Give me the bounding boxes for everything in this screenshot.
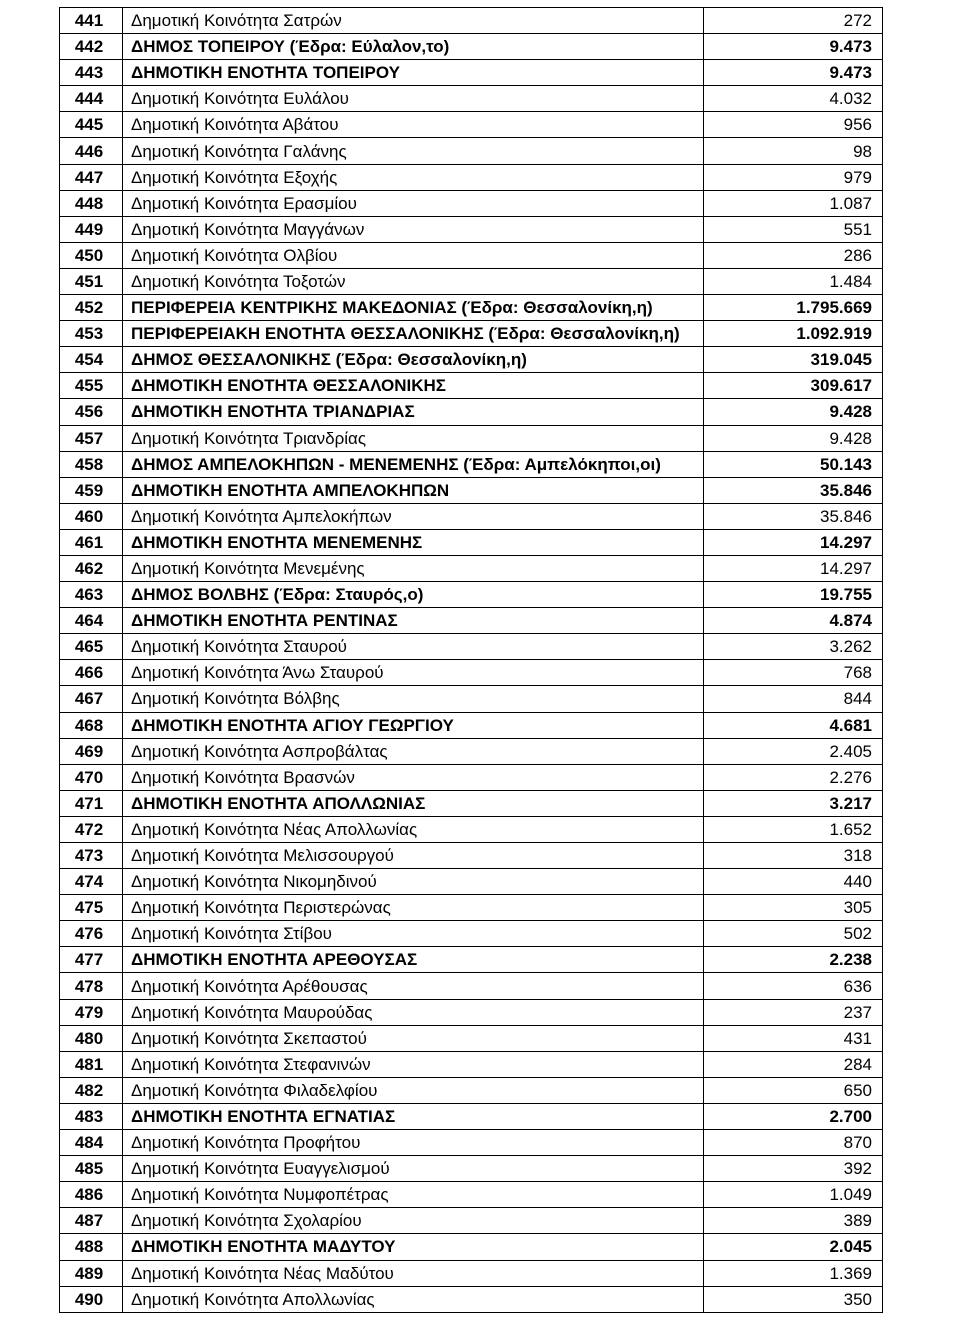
row-number: 475 xyxy=(60,895,123,921)
population-value: 3.262 xyxy=(704,634,883,660)
population-value: 870 xyxy=(704,1130,883,1156)
row-number: 461 xyxy=(60,529,123,555)
community-name: Δημοτική Κοινότητα Τοξοτών xyxy=(123,268,704,294)
population-value: 309.617 xyxy=(704,373,883,399)
community-name: Δημοτική Κοινότητα Τριανδρίας xyxy=(123,425,704,451)
community-name: ΔΗΜΟΤΙΚΗ ΕΝΟΤΗΤΑ ΤΡΙΑΝΔΡΙΑΣ xyxy=(123,399,704,425)
table-row xyxy=(60,764,883,790)
table-row xyxy=(60,138,883,164)
row-number: 460 xyxy=(60,503,123,529)
population-value: 1.049 xyxy=(704,1182,883,1208)
population-value: 1.484 xyxy=(704,268,883,294)
row-number: 480 xyxy=(60,1025,123,1051)
community-name: ΔΗΜΟΤΙΚΗ ΕΝΟΤΗΤΑ ΜΑΔΥΤΟΥ xyxy=(123,1234,704,1260)
population-value: 2.700 xyxy=(704,1103,883,1129)
population-value: 350 xyxy=(704,1286,883,1312)
row-number: 444 xyxy=(60,86,123,112)
row-number: 486 xyxy=(60,1182,123,1208)
row-number: 451 xyxy=(60,268,123,294)
row-number: 456 xyxy=(60,399,123,425)
table-row xyxy=(60,242,883,268)
row-number: 455 xyxy=(60,373,123,399)
population-value: 98 xyxy=(704,138,883,164)
community-name: Δημοτική Κοινότητα Άνω Σταυρού xyxy=(123,660,704,686)
row-number: 454 xyxy=(60,347,123,373)
population-value: 305 xyxy=(704,895,883,921)
community-name: Δημοτική Κοινότητα Σταυρού xyxy=(123,634,704,660)
community-name: Δημοτική Κοινότητα Νέας Μαδύτου xyxy=(123,1260,704,1286)
row-number: 464 xyxy=(60,608,123,634)
row-number: 485 xyxy=(60,1156,123,1182)
population-value: 272 xyxy=(704,8,883,34)
row-number: 442 xyxy=(60,34,123,60)
table-row xyxy=(60,582,883,608)
community-name: Δημοτική Κοινότητα Αρέθουσας xyxy=(123,973,704,999)
table-row xyxy=(60,947,883,973)
table-row xyxy=(60,399,883,425)
row-number: 488 xyxy=(60,1234,123,1260)
row-number: 462 xyxy=(60,555,123,581)
row-number: 474 xyxy=(60,869,123,895)
community-name: ΔΗΜΟΤΙΚΗ ΕΝΟΤΗΤΑ ΕΓΝΑΤΙΑΣ xyxy=(123,1103,704,1129)
row-number: 487 xyxy=(60,1208,123,1234)
row-number: 445 xyxy=(60,112,123,138)
row-number: 479 xyxy=(60,999,123,1025)
row-number: 484 xyxy=(60,1130,123,1156)
community-name: Δημοτική Κοινότητα Νικομηδινού xyxy=(123,869,704,895)
community-name: ΔΗΜΟΤΙΚΗ ΕΝΟΤΗΤΑ ΡΕΝΤΙΝΑΣ xyxy=(123,608,704,634)
community-name: Δημοτική Κοινότητα Σκεπαστού xyxy=(123,1025,704,1051)
population-value: 286 xyxy=(704,242,883,268)
table-row xyxy=(60,321,883,347)
table-row xyxy=(60,634,883,660)
row-number: 478 xyxy=(60,973,123,999)
row-number: 443 xyxy=(60,60,123,86)
row-number: 476 xyxy=(60,921,123,947)
population-value: 979 xyxy=(704,164,883,190)
population-value: 389 xyxy=(704,1208,883,1234)
population-value: 440 xyxy=(704,869,883,895)
table-row xyxy=(60,712,883,738)
table-row xyxy=(60,190,883,216)
population-value: 4.032 xyxy=(704,86,883,112)
row-number: 472 xyxy=(60,816,123,842)
row-number: 449 xyxy=(60,216,123,242)
table-row xyxy=(60,373,883,399)
population-value: 2.045 xyxy=(704,1234,883,1260)
population-value: 2.405 xyxy=(704,738,883,764)
community-name: Δημοτική Κοινότητα Ερασμίου xyxy=(123,190,704,216)
table-row xyxy=(60,973,883,999)
population-table xyxy=(59,7,883,1313)
population-value: 3.217 xyxy=(704,790,883,816)
community-name: Δημοτική Κοινότητα Ευαγγελισμού xyxy=(123,1156,704,1182)
table-row xyxy=(60,790,883,816)
table-row xyxy=(60,164,883,190)
population-value: 551 xyxy=(704,216,883,242)
community-name: Δημοτική Κοινότητα Εξοχής xyxy=(123,164,704,190)
community-name: ΔΗΜΟΤΙΚΗ ΕΝΟΤΗΤΑ ΑΓΙΟΥ ΓΕΩΡΓΙΟΥ xyxy=(123,712,704,738)
table-row xyxy=(60,1103,883,1129)
community-name: ΔΗΜΟΤΙΚΗ ΕΝΟΤΗΤΑ ΑΜΠΕΛΟΚΗΠΩΝ xyxy=(123,477,704,503)
table-row xyxy=(60,216,883,242)
table-row xyxy=(60,268,883,294)
population-value: 956 xyxy=(704,112,883,138)
table-row xyxy=(60,1234,883,1260)
community-name: ΔΗΜΟΤΙΚΗ ΕΝΟΤΗΤΑ ΘΕΣΣΑΛΟΝΙΚΗΣ xyxy=(123,373,704,399)
row-number: 490 xyxy=(60,1286,123,1312)
row-number: 453 xyxy=(60,321,123,347)
population-value: 502 xyxy=(704,921,883,947)
community-name: Δημοτική Κοινότητα Ασπροβάλτας xyxy=(123,738,704,764)
community-name: ΔΗΜΟΤΙΚΗ ΕΝΟΤΗΤΑ ΜΕΝΕΜΕΝΗΣ xyxy=(123,529,704,555)
table-row xyxy=(60,1077,883,1103)
table-row xyxy=(60,1260,883,1286)
community-name: ΔΗΜΟΣ ΘΕΣΣΑΛΟΝΙΚΗΣ (Έδρα: Θεσσαλονίκη,η) xyxy=(123,347,704,373)
row-number: 465 xyxy=(60,634,123,660)
community-name: ΠΕΡΙΦΕΡΕΙΑ ΚΕΝΤΡΙΚΗΣ ΜΑΚΕΔΟΝΙΑΣ (Έδρα: Θεσσαλονίκη,η) xyxy=(123,295,704,321)
row-number: 441 xyxy=(60,8,123,34)
row-number: 477 xyxy=(60,947,123,973)
population-value: 9.428 xyxy=(704,399,883,425)
table-row xyxy=(60,1130,883,1156)
population-value: 50.143 xyxy=(704,451,883,477)
table-row xyxy=(60,1025,883,1051)
table-body xyxy=(60,8,883,1313)
community-name: Δημοτική Κοινότητα Ευλάλου xyxy=(123,86,704,112)
population-value: 431 xyxy=(704,1025,883,1051)
population-value: 2.276 xyxy=(704,764,883,790)
table-row xyxy=(60,1156,883,1182)
row-number: 452 xyxy=(60,295,123,321)
table-row xyxy=(60,1286,883,1312)
row-number: 489 xyxy=(60,1260,123,1286)
community-name: Δημοτική Κοινότητα Στεφανινών xyxy=(123,1051,704,1077)
row-number: 458 xyxy=(60,451,123,477)
community-name: Δημοτική Κοινότητα Αβάτου xyxy=(123,112,704,138)
population-value: 19.755 xyxy=(704,582,883,608)
table-row xyxy=(60,529,883,555)
table-row xyxy=(60,895,883,921)
population-value: 9.473 xyxy=(704,60,883,86)
table-row xyxy=(60,869,883,895)
community-name: ΔΗΜΟΤΙΚΗ ΕΝΟΤΗΤΑ ΑΠΟΛΛΩΝΙΑΣ xyxy=(123,790,704,816)
table-row xyxy=(60,503,883,529)
community-name: Δημοτική Κοινότητα Βρασνών xyxy=(123,764,704,790)
population-value: 636 xyxy=(704,973,883,999)
table-row xyxy=(60,660,883,686)
row-number: 483 xyxy=(60,1103,123,1129)
population-value: 35.846 xyxy=(704,503,883,529)
row-number: 469 xyxy=(60,738,123,764)
population-value: 35.846 xyxy=(704,477,883,503)
community-name: Δημοτική Κοινότητα Βόλβης xyxy=(123,686,704,712)
population-value: 4.681 xyxy=(704,712,883,738)
community-name: Δημοτική Κοινότητα Μαγγάνων xyxy=(123,216,704,242)
table-row xyxy=(60,843,883,869)
table-row xyxy=(60,608,883,634)
community-name: ΔΗΜΟΣ ΑΜΠΕΛΟΚΗΠΩΝ - ΜΕΝΕΜΕΝΗΣ (Έδρα: Αμπελόκηποι,οι) xyxy=(123,451,704,477)
population-value: 14.297 xyxy=(704,529,883,555)
community-name: ΔΗΜΟΤΙΚΗ ΕΝΟΤΗΤΑ ΑΡΕΘΟΥΣΑΣ xyxy=(123,947,704,973)
table-row xyxy=(60,1182,883,1208)
community-name: Δημοτική Κοινότητα Γαλάνης xyxy=(123,138,704,164)
community-name: Δημοτική Κοινότητα Σατρών xyxy=(123,8,704,34)
row-number: 448 xyxy=(60,190,123,216)
row-number: 473 xyxy=(60,843,123,869)
table-row xyxy=(60,347,883,373)
table-row xyxy=(60,686,883,712)
population-value: 237 xyxy=(704,999,883,1025)
row-number: 470 xyxy=(60,764,123,790)
community-name: Δημοτική Κοινότητα Μελισσουργού xyxy=(123,843,704,869)
community-name: Δημοτική Κοινότητα Νέας Απολλωνίας xyxy=(123,816,704,842)
population-value: 14.297 xyxy=(704,555,883,581)
table-row xyxy=(60,425,883,451)
community-name: ΔΗΜΟΣ ΤΟΠΕΙΡΟΥ (Έδρα: Εύλαλον,το) xyxy=(123,34,704,60)
community-name: Δημοτική Κοινότητα Προφήτου xyxy=(123,1130,704,1156)
population-value: 319.045 xyxy=(704,347,883,373)
community-name: Δημοτική Κοινότητα Μενεμένης xyxy=(123,555,704,581)
population-value: 1.092.919 xyxy=(704,321,883,347)
population-value: 1.652 xyxy=(704,816,883,842)
row-number: 457 xyxy=(60,425,123,451)
table-row xyxy=(60,60,883,86)
row-number: 459 xyxy=(60,477,123,503)
table-row xyxy=(60,451,883,477)
row-number: 468 xyxy=(60,712,123,738)
community-name: Δημοτική Κοινότητα Σχολαρίου xyxy=(123,1208,704,1234)
community-name: Δημοτική Κοινότητα Περιστερώνας xyxy=(123,895,704,921)
community-name: Δημοτική Κοινότητα Απολλωνίας xyxy=(123,1286,704,1312)
population-value: 2.238 xyxy=(704,947,883,973)
table-row xyxy=(60,8,883,34)
row-number: 467 xyxy=(60,686,123,712)
population-value: 650 xyxy=(704,1077,883,1103)
population-value: 284 xyxy=(704,1051,883,1077)
table-row xyxy=(60,921,883,947)
community-name: ΠΕΡΙΦΕΡΕΙΑΚΗ ΕΝΟΤΗΤΑ ΘΕΣΣΑΛΟΝΙΚΗΣ (Έδρα: Θεσσαλονίκη,η) xyxy=(123,321,704,347)
population-value: 9.473 xyxy=(704,34,883,60)
table-row xyxy=(60,34,883,60)
table-row xyxy=(60,999,883,1025)
population-value: 768 xyxy=(704,660,883,686)
community-name: Δημοτική Κοινότητα Αμπελοκήπων xyxy=(123,503,704,529)
population-value: 318 xyxy=(704,843,883,869)
community-name: ΔΗΜΟΤΙΚΗ ΕΝΟΤΗΤΑ ΤΟΠΕΙΡΟΥ xyxy=(123,60,704,86)
table-row xyxy=(60,738,883,764)
community-name: ΔΗΜΟΣ ΒΟΛΒΗΣ (Έδρα: Σταυρός,ο) xyxy=(123,582,704,608)
community-name: Δημοτική Κοινότητα Ολβίου xyxy=(123,242,704,268)
community-name: Δημοτική Κοινότητα Φιλαδελφίου xyxy=(123,1077,704,1103)
community-name: Δημοτική Κοινότητα Μαυρούδας xyxy=(123,999,704,1025)
table-row xyxy=(60,555,883,581)
community-name: Δημοτική Κοινότητα Νυμφοπέτρας xyxy=(123,1182,704,1208)
row-number: 446 xyxy=(60,138,123,164)
table-row xyxy=(60,86,883,112)
population-value: 1.795.669 xyxy=(704,295,883,321)
table-row xyxy=(60,1208,883,1234)
community-name: Δημοτική Κοινότητα Στίβου xyxy=(123,921,704,947)
row-number: 447 xyxy=(60,164,123,190)
population-value: 1.087 xyxy=(704,190,883,216)
population-value: 392 xyxy=(704,1156,883,1182)
table-row xyxy=(60,112,883,138)
row-number: 450 xyxy=(60,242,123,268)
table-row xyxy=(60,816,883,842)
row-number: 466 xyxy=(60,660,123,686)
row-number: 482 xyxy=(60,1077,123,1103)
table-row xyxy=(60,477,883,503)
population-value: 1.369 xyxy=(704,1260,883,1286)
population-value: 4.874 xyxy=(704,608,883,634)
row-number: 481 xyxy=(60,1051,123,1077)
row-number: 471 xyxy=(60,790,123,816)
population-value: 844 xyxy=(704,686,883,712)
table-row xyxy=(60,1051,883,1077)
population-value: 9.428 xyxy=(704,425,883,451)
row-number: 463 xyxy=(60,582,123,608)
table-row xyxy=(60,295,883,321)
